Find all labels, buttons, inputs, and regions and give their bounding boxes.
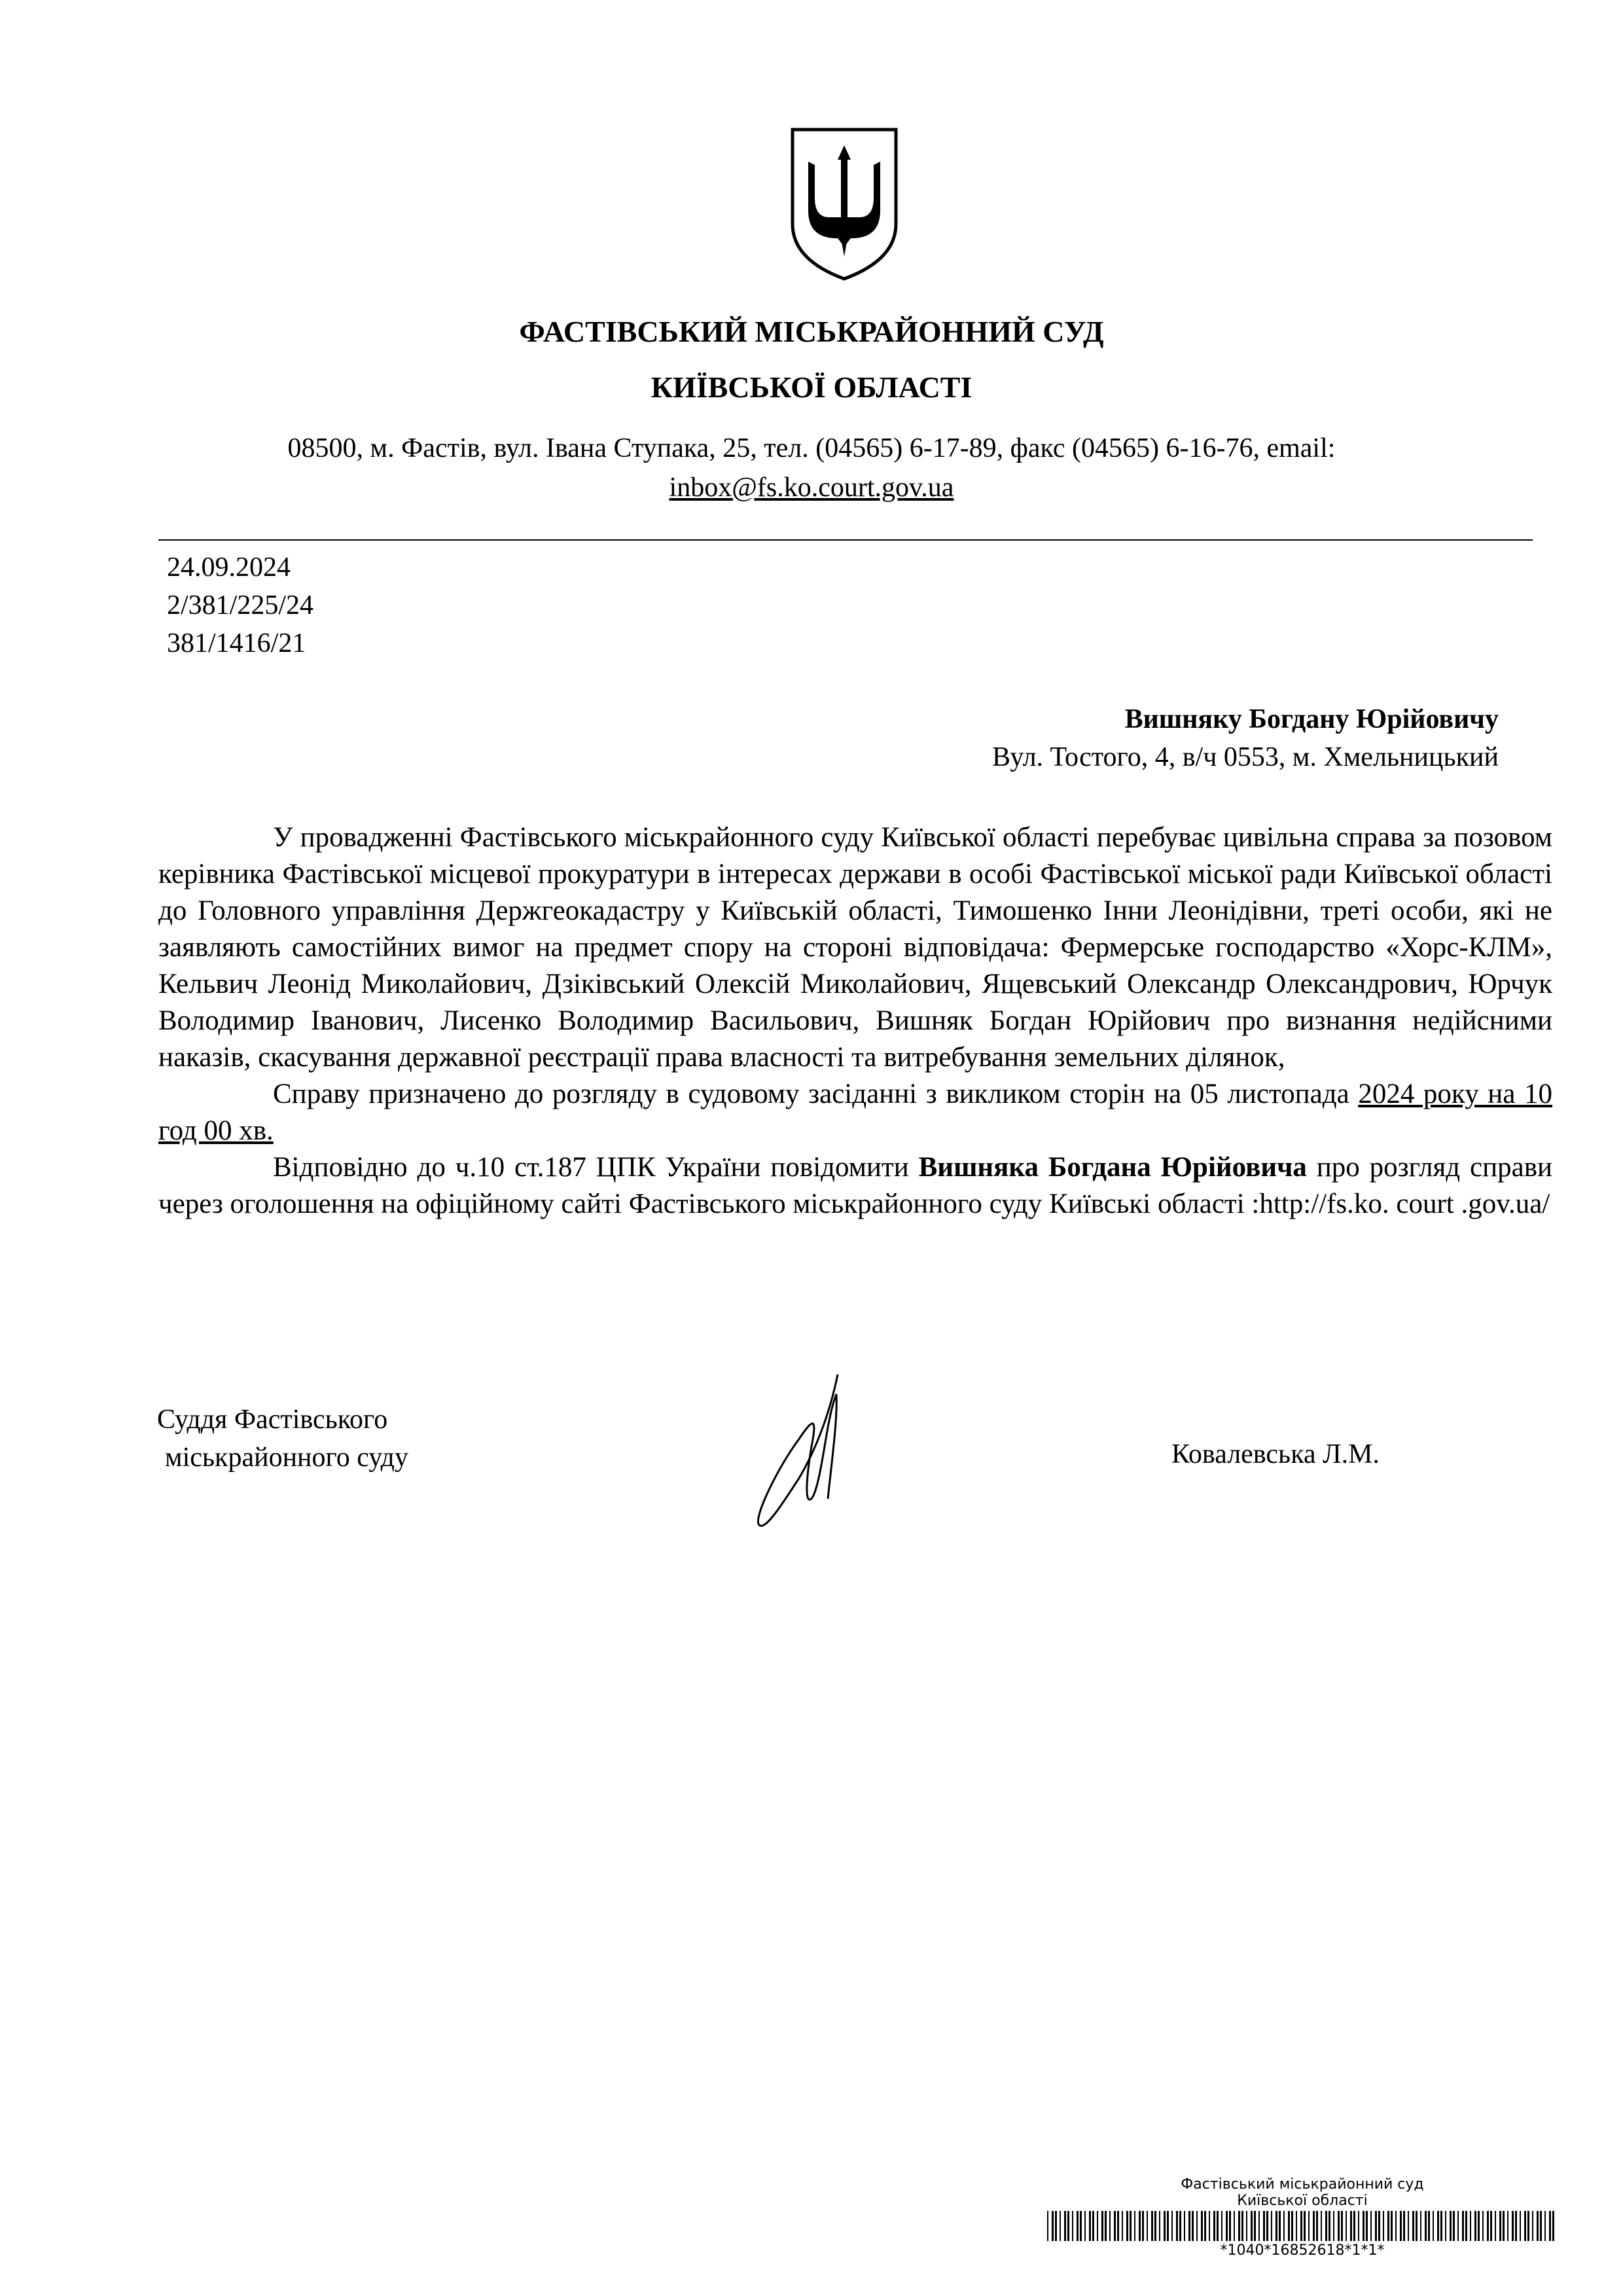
barcode-number: *1040*16852618*1*1* [1220,2242,1385,2259]
court-name: ФАСТІВСЬКИЙ МІСЬКРАЙОННИЙ СУД [519,315,1104,348]
stamp-line-1: Фастівський міськрайонний суд [1181,2176,1424,2193]
body-paragraph-1: У провадженні Фастівського міськрайонного суду Київської області перебуває цивільна справа за позовом керівника Фастівської місцевої прокуратури в інтересах держави в особі Фастівської міської ради Київської області до Головного управління Держгеокадастру у Київській області, Тимошенко Інни Леонідівни, треті особи, які не заявляють самостійних вимог на предмет спору на стороні відповідача: Фермерське господарство «Хорс-КЛМ», Кельвич Леонід Миколайович, Дзіківський Олексій Миколайович, Ящевський Олександр Олександрович, Юрчук Володимир Іванович, Лисенко Володимир Васильович, Вишняк Богдан Юрійович про визнання недійсними наказів, скасування державної реєстрації права власності та витребування земельних ділянок, [158,822,1552,1073]
recipient-address: Вул. Тостого, 4, в/ч 0553, м. Хмельницький [991,742,1499,772]
document-date: 24.09.2024 [167,552,291,583]
notice-text: Відповідно до ч.10 ст.187 ЦПК України повідомити [273,1152,909,1183]
judge-name: Ковалевська Л.М. [1171,1439,1380,1469]
handwritten-signature [733,1368,877,1545]
court-email-link[interactable]: inbox@fs.ko.court.gov.ua [669,473,954,503]
notice-text-end: про розгляд справи через оголошення на офіційному сайті Фастівського міськрайонного суду Київські області :http://fs.ko. court .gov.ua/ [158,1152,1553,1219]
judge-title [157,1401,408,1477]
recipient-name: Вишняку Богдану Юрійовичу [1124,704,1499,734]
body-paragraph-2 [158,1076,1552,1149]
body-paragraph-3 [158,1149,1552,1223]
case-number: 381/1416/21 [167,628,306,658]
registration-stamp [1041,2176,1564,2209]
letter-body [158,819,1552,1223]
court-address-block [118,429,1505,507]
judge-title-line-1: Суддя Фастівського [157,1405,388,1435]
header-divider [158,539,1533,541]
outgoing-number: 2/381/225/24 [167,590,314,620]
notice-recipient-name: Вишняка Богдана Юрійовича [918,1152,1307,1183]
document-meta [167,548,313,662]
barcode [1047,2211,1558,2241]
court-address: 08500, м. Фастів, вул. Івана Ступака, 25, тел. (04565) 6-17-89, факс (04565) 6-16-76, email: [287,433,1336,463]
recipient-block [992,700,1499,776]
judge-title-line-2: міськрайонного суду [165,1443,409,1473]
court-region: КИЇВСЬКОЇ ОБЛАСТІ [651,370,972,404]
hearing-text: Справу призначено до розгляду в судовому засіданні з викликом сторін на 05 листопада [273,1079,1349,1109]
hearing-date: 2024 року на 10 год 00 хв. [158,1079,1552,1146]
coat-of-arms-icon [789,126,900,283]
stamp-line-2: Київської області [1237,2193,1368,2209]
